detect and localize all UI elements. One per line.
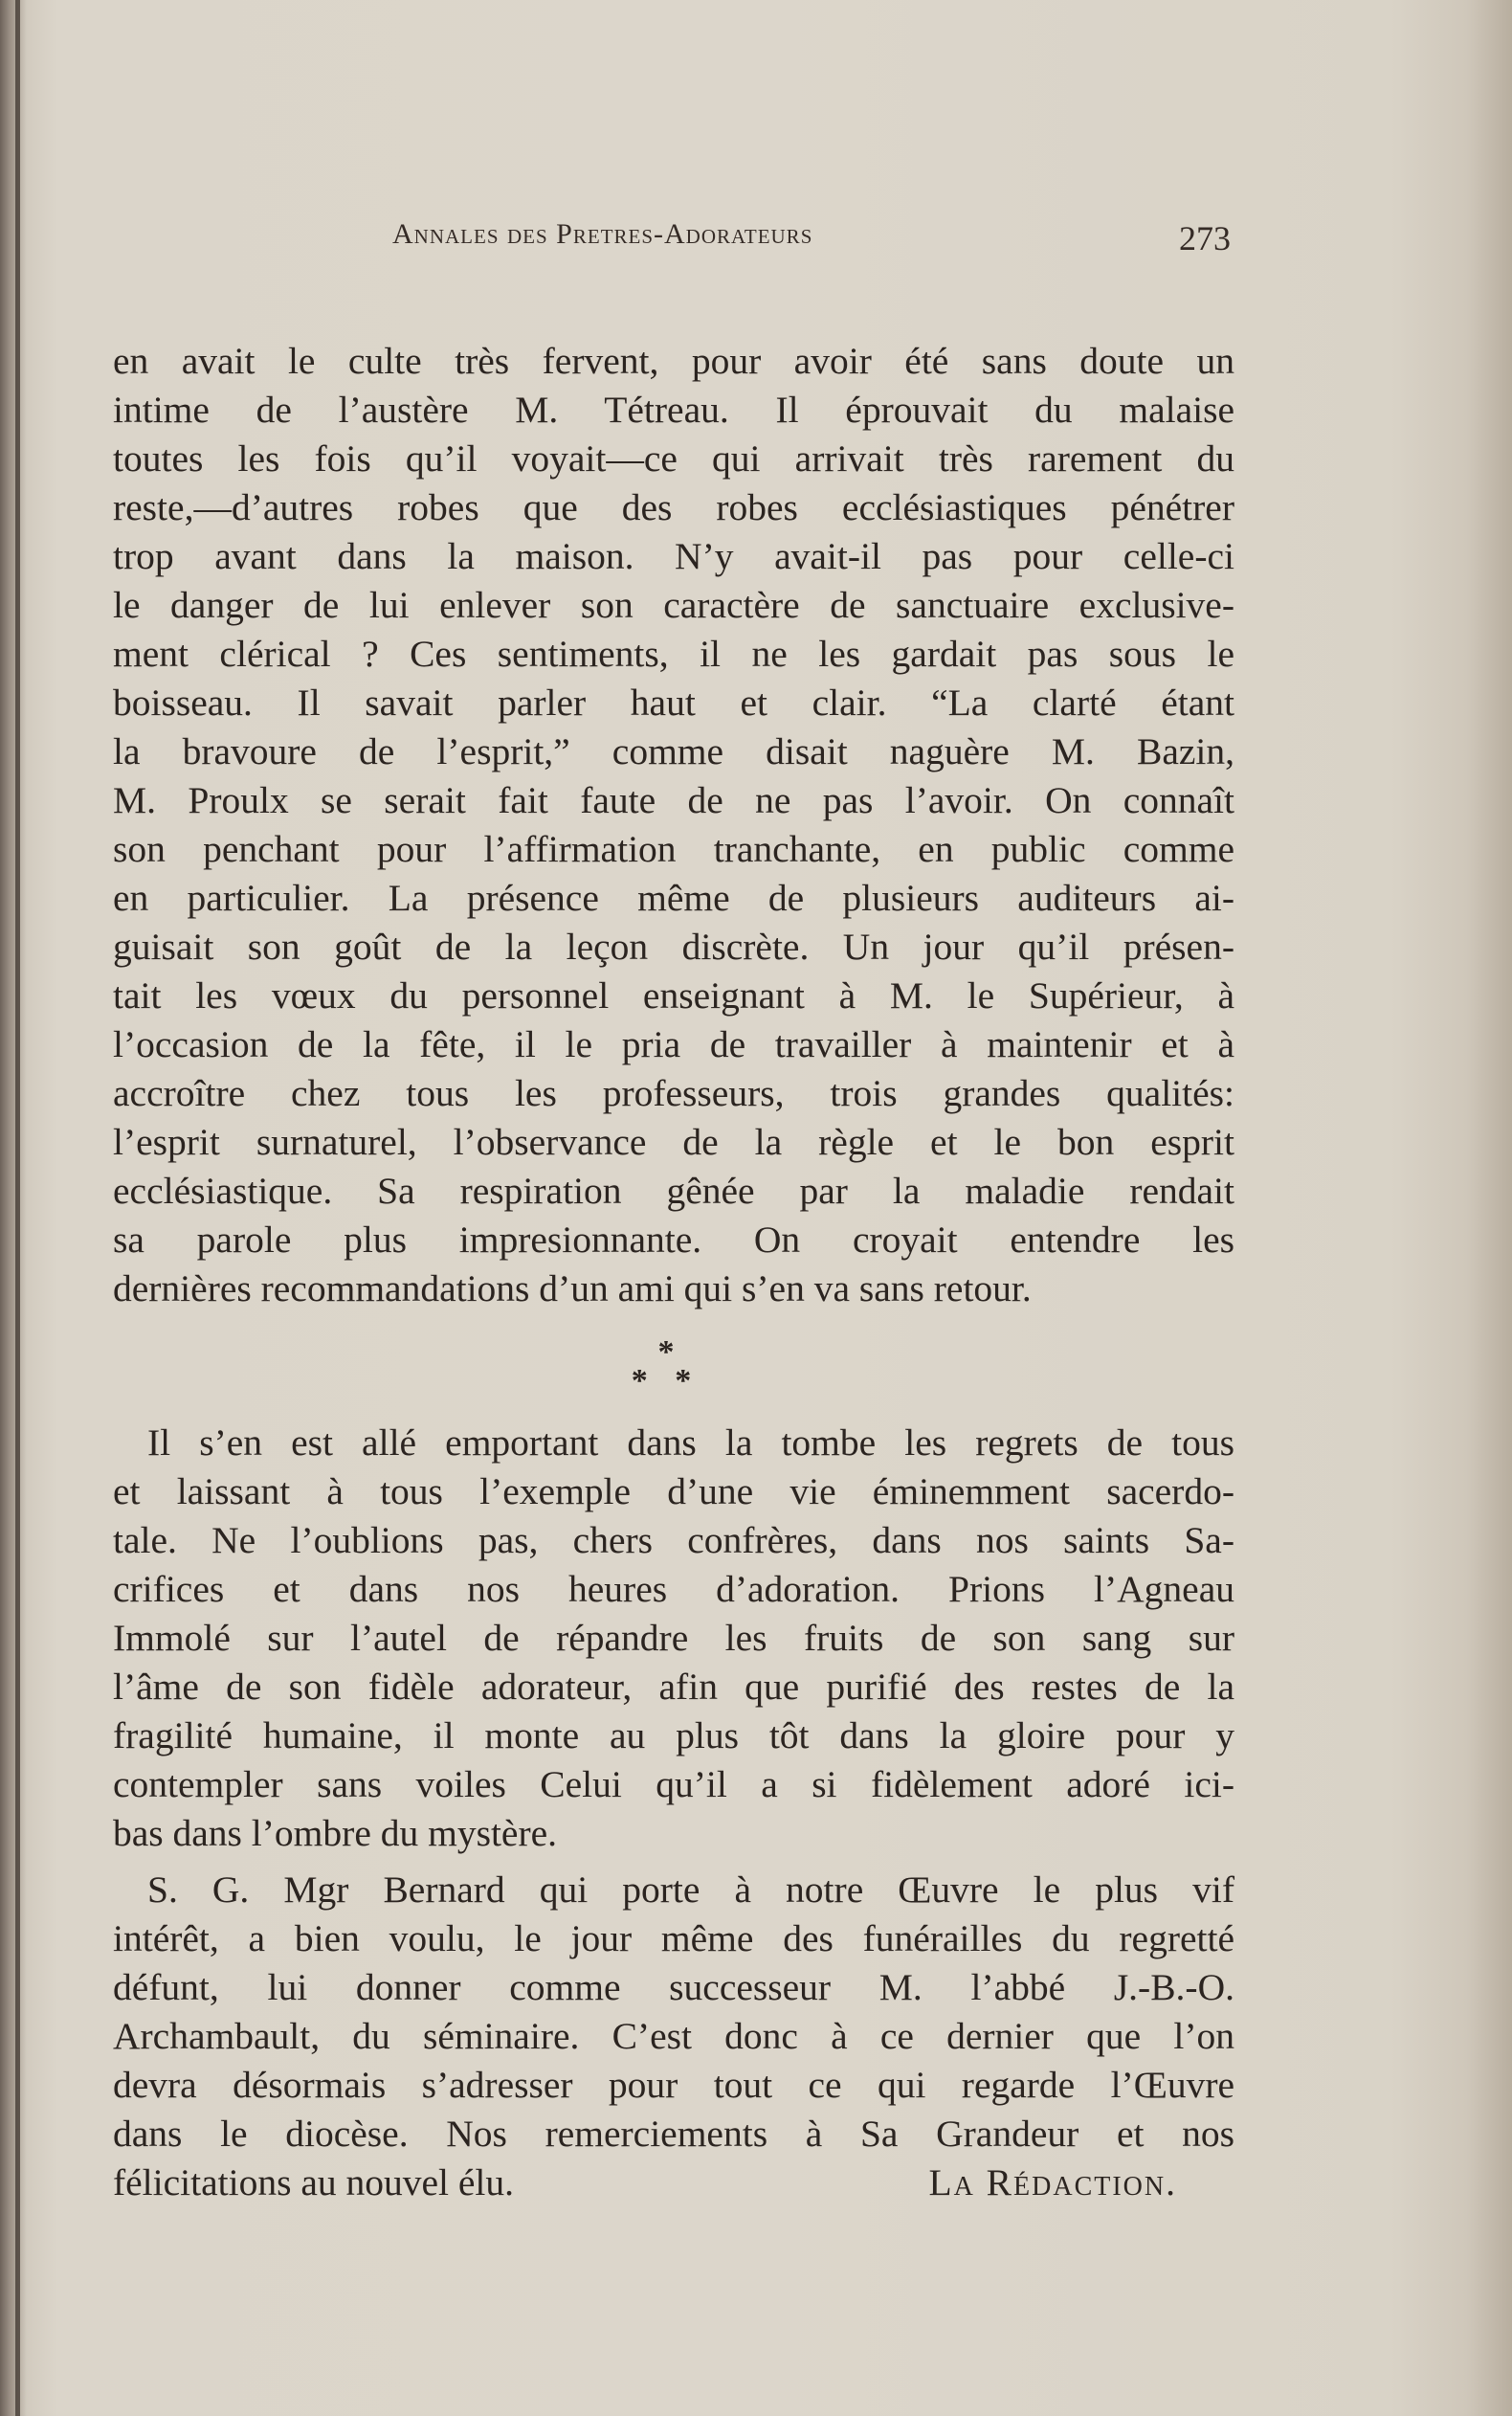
text-line: la bravoure de l’esprit,” comme disait naguère M. Bazin, <box>113 730 1234 772</box>
text-line: fragilité humaine, il monte au plus tôt dans la gloire pour y <box>113 1714 1234 1756</box>
editorial-signature: La Rédaction. <box>928 2161 1177 2203</box>
text-line: trop avant dans la maison. N’y avait-il pas pour celle-ci <box>113 535 1234 577</box>
text-line: tale. Ne l’oublions pas, chers confrères, dans nos saints Sa- <box>113 1519 1234 1561</box>
body-text <box>113 337 1234 2207</box>
closing-text: félicitations au nouvel élu. <box>113 2161 515 2203</box>
text-line: ment clérical ? Ces sentiments, il ne les gardait pas sous le <box>113 633 1234 675</box>
text-line: contempler sans voiles Celui qu’il a si fidèlement adoré ici- <box>113 1763 1234 1805</box>
text-line: Archambault, du séminaire. C’est donc à ce dernier que l’on <box>113 2015 1234 2057</box>
text-line: dans le diocèse. Nos remerciements à Sa Grandeur et nos <box>113 2113 1234 2155</box>
page-number: 273 <box>1179 219 1231 257</box>
text-line: l’âme de son fidèle adorateur, afin que purifié des restes de la <box>113 1666 1234 1708</box>
text-line: l’esprit surnaturel, l’observance de la règle et le bon esprit <box>113 1121 1234 1163</box>
text-line: toutes les fois qu’il voyait—ce qui arrivait très rarement du <box>113 437 1234 480</box>
text-line: reste,—d’autres robes que des robes ecclésiastiques pénétrer <box>113 486 1234 528</box>
text-line: guisait son goût de la leçon discrète. Un jour qu’il présen- <box>113 926 1234 968</box>
text-line: M. Proulx se serait fait faute de ne pas l’avoir. On connaît <box>113 779 1234 821</box>
text-line: accroître chez tous les professeurs, trois grandes qualités: <box>113 1072 1234 1114</box>
text-line: ecclésiastique. Sa respiration gênée par la maladie rendait <box>113 1170 1234 1212</box>
text-line: et laissant à tous l’exemple d’une vie éminemment sacerdo- <box>113 1470 1234 1512</box>
text-line: en avait le culte très fervent, pour avoir été sans doute un <box>113 340 1234 382</box>
text-line: défunt, lui donner comme successeur M. l’abbé J.-B.-O. <box>113 1966 1234 2008</box>
paragraph-1 <box>113 337 1234 1313</box>
book-spine-shadow <box>15 0 20 2416</box>
paragraph-2 <box>113 1419 1234 1858</box>
running-head-title: Annales des Pretres-Adorateurs <box>392 218 813 250</box>
text-line: Il s’en est allé emportant dans la tombe les regrets de tous <box>147 1421 1234 1464</box>
text-line: bas dans l’ombre du mystère. <box>113 1812 558 1854</box>
text-line: boisseau. Il savait parler haut et clair. “La clarté étant <box>113 682 1234 724</box>
text-line: devra désormais s’adresser pour tout ce qui regarde l’Œuvre <box>113 2064 1234 2106</box>
text-line: le danger de lui enlever son caractère de sanctuaire exclusive- <box>113 584 1234 626</box>
text-line: l’occasion de la fête, il le pria de travailler à maintenir et à <box>113 1023 1234 1065</box>
text-line: son penchant pour l’affirmation tranchante, en public comme <box>113 828 1234 870</box>
closing-line <box>113 2159 1234 2207</box>
asterism-bottom: * * <box>631 1363 701 1398</box>
text-line: intime de l’austère M. Tétreau. Il éprouvait du malaise <box>113 389 1234 431</box>
text-line: sa parole plus impresionnante. On croyait entendre les <box>113 1219 1234 1261</box>
text-line: dernières recommandations d’un ami qui s’en va sans retour. <box>113 1267 1032 1309</box>
text-line: crifices et dans nos heures d’adoration. Prions l’Agneau <box>113 1568 1234 1610</box>
text-line: Immolé sur l’autel de répandre les fruits de son sang sur <box>113 1617 1234 1659</box>
paragraph-3 <box>113 1866 1234 2207</box>
text-line: intérêt, a bien voulu, le jour même des funérailles du regretté <box>113 1917 1234 1959</box>
text-line: S. G. Mgr Bernard qui porte à notre Œuvre le plus vif <box>147 1868 1234 1911</box>
asterism-top: * <box>657 1334 675 1370</box>
text-line: en particulier. La présence même de plusieurs auditeurs ai- <box>113 877 1234 919</box>
text-line: tait les vœux du personnel enseignant à M. le Supérieur, à <box>113 974 1234 1017</box>
asterism-separator <box>113 1313 1234 1419</box>
